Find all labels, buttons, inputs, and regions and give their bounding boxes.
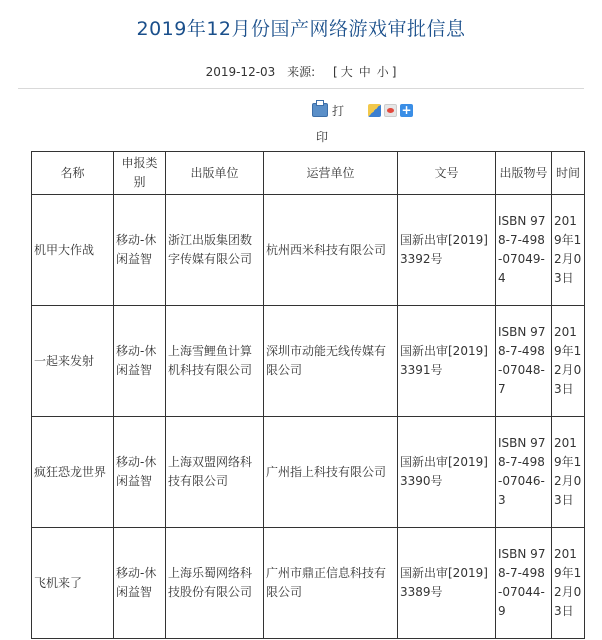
cell-isbn: ISBN 978-7-498-07044-9	[496, 528, 552, 639]
cell-category: 移动-休闲益智	[114, 417, 166, 528]
header-operator: 运营单位	[264, 152, 398, 195]
cell-publisher: 上海乐蜀网络科技股份有限公司	[166, 528, 264, 639]
cell-category: 移动-休闲益智	[114, 306, 166, 417]
cell-isbn: ISBN 978-7-498-07048-7	[496, 306, 552, 417]
source-label: 来源:	[287, 65, 316, 79]
page-title: 2019年12月份国产网络游戏审批信息	[136, 18, 466, 40]
cell-approval-number: 国新出审[2019]3391号	[398, 306, 496, 417]
cell-name: 飞机来了	[32, 528, 114, 639]
font-size-medium-link[interactable]: 中	[358, 65, 371, 79]
cell-category: 移动-休闲益智	[114, 528, 166, 639]
cell-approval-number: 国新出审[2019]3392号	[398, 195, 496, 306]
font-size-small-link[interactable]: 小	[376, 65, 389, 79]
table-row	[32, 528, 585, 639]
header-isbn: 出版物号	[496, 152, 552, 195]
game-approval-table	[31, 151, 585, 639]
font-size-large-link[interactable]: 大	[340, 65, 353, 79]
printer-icon[interactable]	[312, 103, 328, 117]
cell-publisher: 浙江出版集团数字传媒有限公司	[166, 195, 264, 306]
print-link-tail[interactable]: 印	[316, 130, 329, 144]
article-tools	[312, 100, 416, 120]
cell-category: 移动-休闲益智	[114, 195, 166, 306]
table-row	[32, 417, 585, 528]
print-link[interactable]: 打	[332, 103, 345, 118]
table-header-row	[32, 152, 585, 195]
cell-approval-number: 国新出审[2019]3389号	[398, 528, 496, 639]
table-row	[32, 195, 585, 306]
header-divider	[18, 88, 584, 89]
cell-approval-number: 国新出审[2019]3390号	[398, 417, 496, 528]
cell-operator: 广州市鼎正信息科技有限公司	[264, 528, 398, 639]
share-more-icon[interactable]: +	[401, 102, 412, 117]
header-publisher: 出版单位	[166, 152, 264, 195]
article-meta	[0, 63, 602, 80]
font-size-open-bracket: [	[333, 65, 338, 79]
cell-operator: 杭州西米科技有限公司	[264, 195, 398, 306]
cell-isbn: ISBN 978-7-498-07049-4	[496, 195, 552, 306]
publish-date: 2019-12-03	[205, 65, 276, 79]
cell-date: 2019年12月03日	[552, 306, 585, 417]
font-size-close-bracket: ]	[391, 65, 397, 79]
header-category: 申报类 别	[114, 152, 166, 195]
cell-date: 2019年12月03日	[552, 528, 585, 639]
cell-publisher: 上海雪鲤鱼计算机科技有限公司	[166, 306, 264, 417]
cell-operator: 深圳市动能无线传媒有限公司	[264, 306, 398, 417]
header-date: 时间	[552, 152, 585, 195]
cell-name: 机甲大作战	[32, 195, 114, 306]
cell-publisher: 上海双盟网络科技有限公司	[166, 417, 264, 528]
header-name: 名称	[32, 152, 114, 195]
cell-operator: 广州指上科技有限公司	[264, 417, 398, 528]
cell-name: 疯狂恐龙世界	[32, 417, 114, 528]
share-weibo-icon[interactable]	[384, 104, 397, 117]
cell-name: 一起来发射	[32, 306, 114, 417]
cell-isbn: ISBN 978-7-498-07046-3	[496, 417, 552, 528]
table-row	[32, 306, 585, 417]
header-approval-number: 文号	[398, 152, 496, 195]
cell-date: 2019年12月03日	[552, 417, 585, 528]
share-qzone-icon[interactable]	[368, 104, 381, 117]
cell-date: 2019年12月03日	[552, 195, 585, 306]
